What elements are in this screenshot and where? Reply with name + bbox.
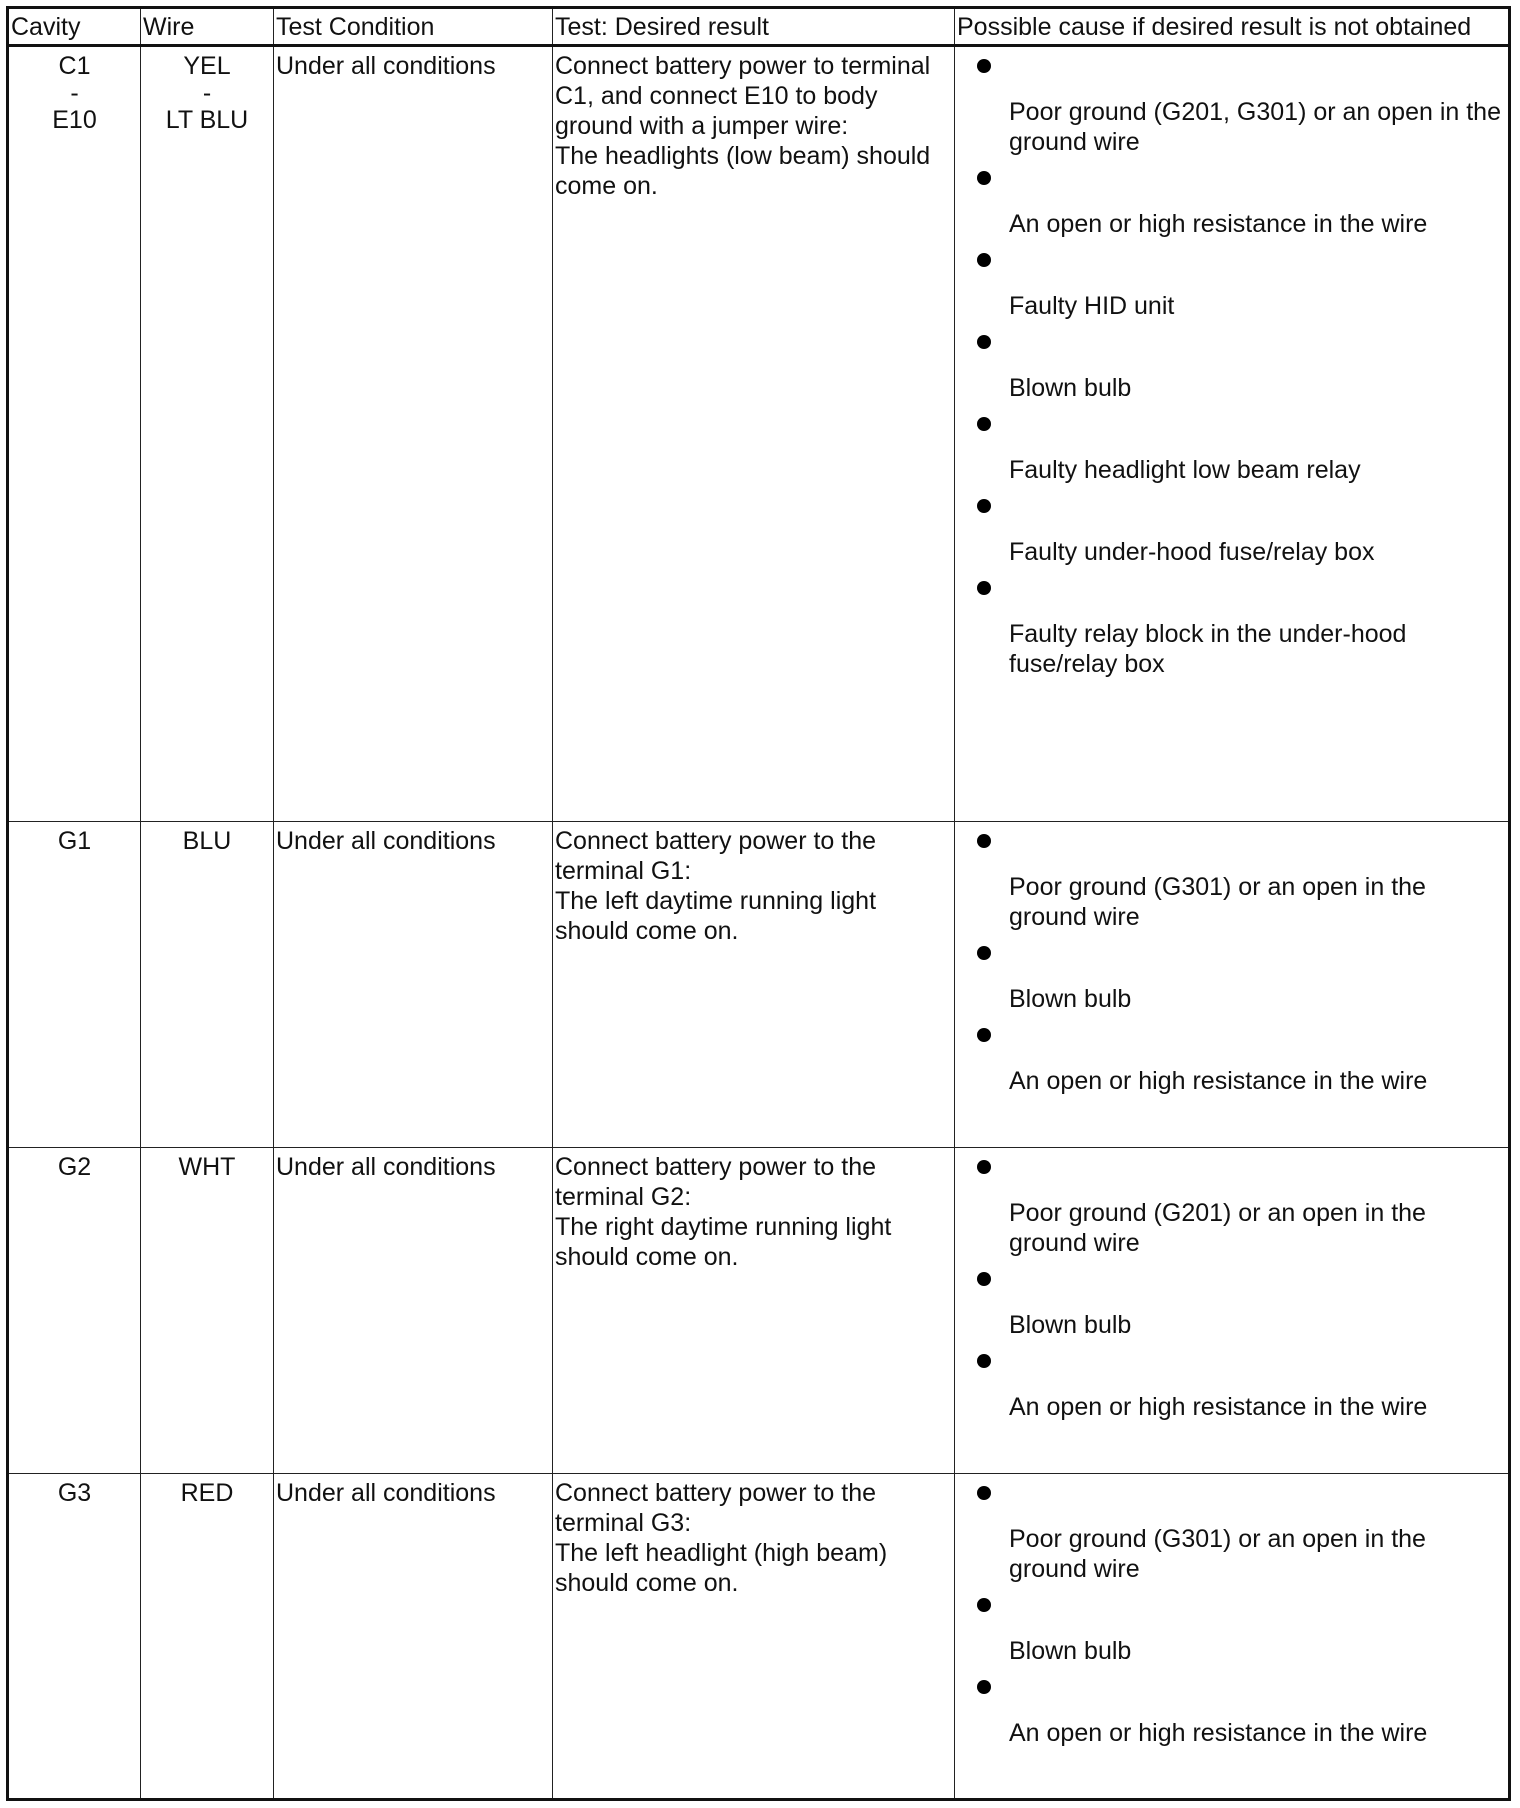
result-line: terminal G2: (555, 1183, 692, 1211)
bullet-icon (977, 1160, 991, 1174)
bullet-icon (977, 59, 991, 73)
list-item (957, 1016, 1506, 1096)
cause-text: Blown bulb (1009, 374, 1132, 402)
header-wire: Wire (141, 8, 274, 46)
cause-text: Faulty HID unit (1009, 292, 1175, 320)
list-item (957, 241, 1506, 321)
list-item (957, 1342, 1506, 1422)
table-header-row (8, 8, 1510, 46)
cause-text: An open or high resistance in the wire (1009, 1067, 1428, 1095)
connector-test-table (6, 6, 1511, 1801)
table-row (8, 46, 1510, 822)
cause-text: Blown bulb (1009, 1311, 1132, 1339)
desired-result-cell (553, 1474, 955, 1800)
bullet-icon (977, 1680, 991, 1694)
cause-text: Blown bulb (1009, 1637, 1132, 1665)
result-line: come on. (555, 172, 658, 200)
wire-dash: - (202, 79, 212, 107)
bullet-icon (977, 335, 991, 349)
bullet-icon (977, 946, 991, 960)
bullet-icon (977, 834, 991, 848)
cause-text: Faulty headlight low beam relay (1009, 456, 1361, 484)
header-cavity: Cavity (8, 8, 141, 46)
wire-cell: WHT (141, 1148, 274, 1474)
wire-color: YEL (183, 52, 231, 80)
result-line: should come on. (555, 1569, 739, 1597)
cavity-cell: G1 (8, 822, 141, 1148)
table-row (8, 822, 1510, 1148)
wire-color: LT BLU (165, 106, 249, 134)
cavity-cell (8, 46, 141, 822)
result-line: The headlights (low beam) should (555, 142, 931, 170)
possible-cause-cell (955, 1474, 1510, 1800)
cause-list (957, 822, 1506, 1096)
bullet-icon (977, 1486, 991, 1500)
result-line: The left headlight (high beam) (555, 1539, 888, 1567)
list-item (957, 1668, 1506, 1748)
list-item (957, 1148, 1506, 1258)
bullet-icon (977, 499, 991, 513)
bullet-icon (977, 581, 991, 595)
header-possible-cause: Possible cause if desired result is not obtained (955, 8, 1510, 46)
result-line: The right daytime running light (555, 1213, 892, 1241)
list-item (957, 934, 1506, 1014)
cause-text: Blown bulb (1009, 985, 1132, 1013)
desired-result-cell (553, 46, 955, 822)
bullet-icon (977, 1272, 991, 1286)
bullet-icon (977, 1028, 991, 1042)
list-item (957, 1474, 1506, 1584)
table-row (8, 1474, 1510, 1800)
cause-text: An open or high resistance in the wire (1009, 1393, 1428, 1421)
cause-text: Poor ground (G201, G301) or an open in the ground wire (1009, 98, 1501, 156)
list-item (957, 1260, 1506, 1340)
cavity-value: E10 (52, 106, 97, 134)
wire-cell (141, 46, 274, 822)
list-item (957, 487, 1506, 567)
list-item (957, 822, 1506, 932)
list-item (957, 323, 1506, 403)
desired-result-cell (553, 822, 955, 1148)
bullet-icon (977, 417, 991, 431)
cause-list (957, 1474, 1506, 1748)
result-line: Connect battery power to terminal (555, 52, 931, 80)
result-line: terminal G3: (555, 1509, 692, 1537)
wire-cell: RED (141, 1474, 274, 1800)
result-line: Connect battery power to the (555, 827, 877, 855)
bullet-icon (977, 253, 991, 267)
cause-text: An open or high resistance in the wire (1009, 210, 1428, 238)
cause-text: An open or high resistance in the wire (1009, 1719, 1428, 1747)
possible-cause-cell (955, 46, 1510, 822)
list-item (957, 405, 1506, 485)
cavity-value: C1 (58, 52, 91, 80)
table-row (8, 1148, 1510, 1474)
bullet-icon (977, 1598, 991, 1612)
possible-cause-cell (955, 1148, 1510, 1474)
desired-result-cell (553, 1148, 955, 1474)
result-line: should come on. (555, 1243, 739, 1271)
list-item (957, 47, 1506, 157)
header-test-condition: Test Condition (274, 8, 553, 46)
result-line: ground with a jumper wire: (555, 112, 849, 140)
cause-text: Poor ground (G201) or an open in the ground wire (1009, 1199, 1426, 1257)
test-condition-cell: Under all conditions (274, 822, 553, 1148)
result-line: Connect battery power to the (555, 1479, 877, 1507)
result-line: should come on. (555, 917, 739, 945)
cause-text: Poor ground (G301) or an open in the ground wire (1009, 873, 1426, 931)
cavity-cell: G2 (8, 1148, 141, 1474)
bullet-icon (977, 171, 991, 185)
cause-text: Faulty under-hood fuse/relay box (1009, 538, 1375, 566)
bullet-icon (977, 1354, 991, 1368)
result-line: terminal G1: (555, 857, 692, 885)
list-item (957, 1586, 1506, 1666)
test-condition-cell: Under all conditions (274, 46, 553, 822)
list-item (957, 569, 1506, 679)
wire-cell: BLU (141, 822, 274, 1148)
cause-list (957, 1148, 1506, 1422)
cause-list (957, 47, 1506, 679)
cavity-cell: G3 (8, 1474, 141, 1800)
result-line: C1, and connect E10 to body (555, 82, 878, 110)
cavity-dash: - (70, 79, 79, 107)
header-desired-result: Test: Desired result (553, 8, 955, 46)
test-condition-cell: Under all conditions (274, 1148, 553, 1474)
result-line: Connect battery power to the (555, 1153, 877, 1181)
result-line: The left daytime running light (555, 887, 877, 915)
list-item (957, 159, 1506, 239)
cause-text: Faulty relay block in the under-hood fuse/relay box (1009, 620, 1407, 678)
cause-text: Poor ground (G301) or an open in the ground wire (1009, 1525, 1426, 1583)
possible-cause-cell (955, 822, 1510, 1148)
test-condition-cell: Under all conditions (274, 1474, 553, 1800)
